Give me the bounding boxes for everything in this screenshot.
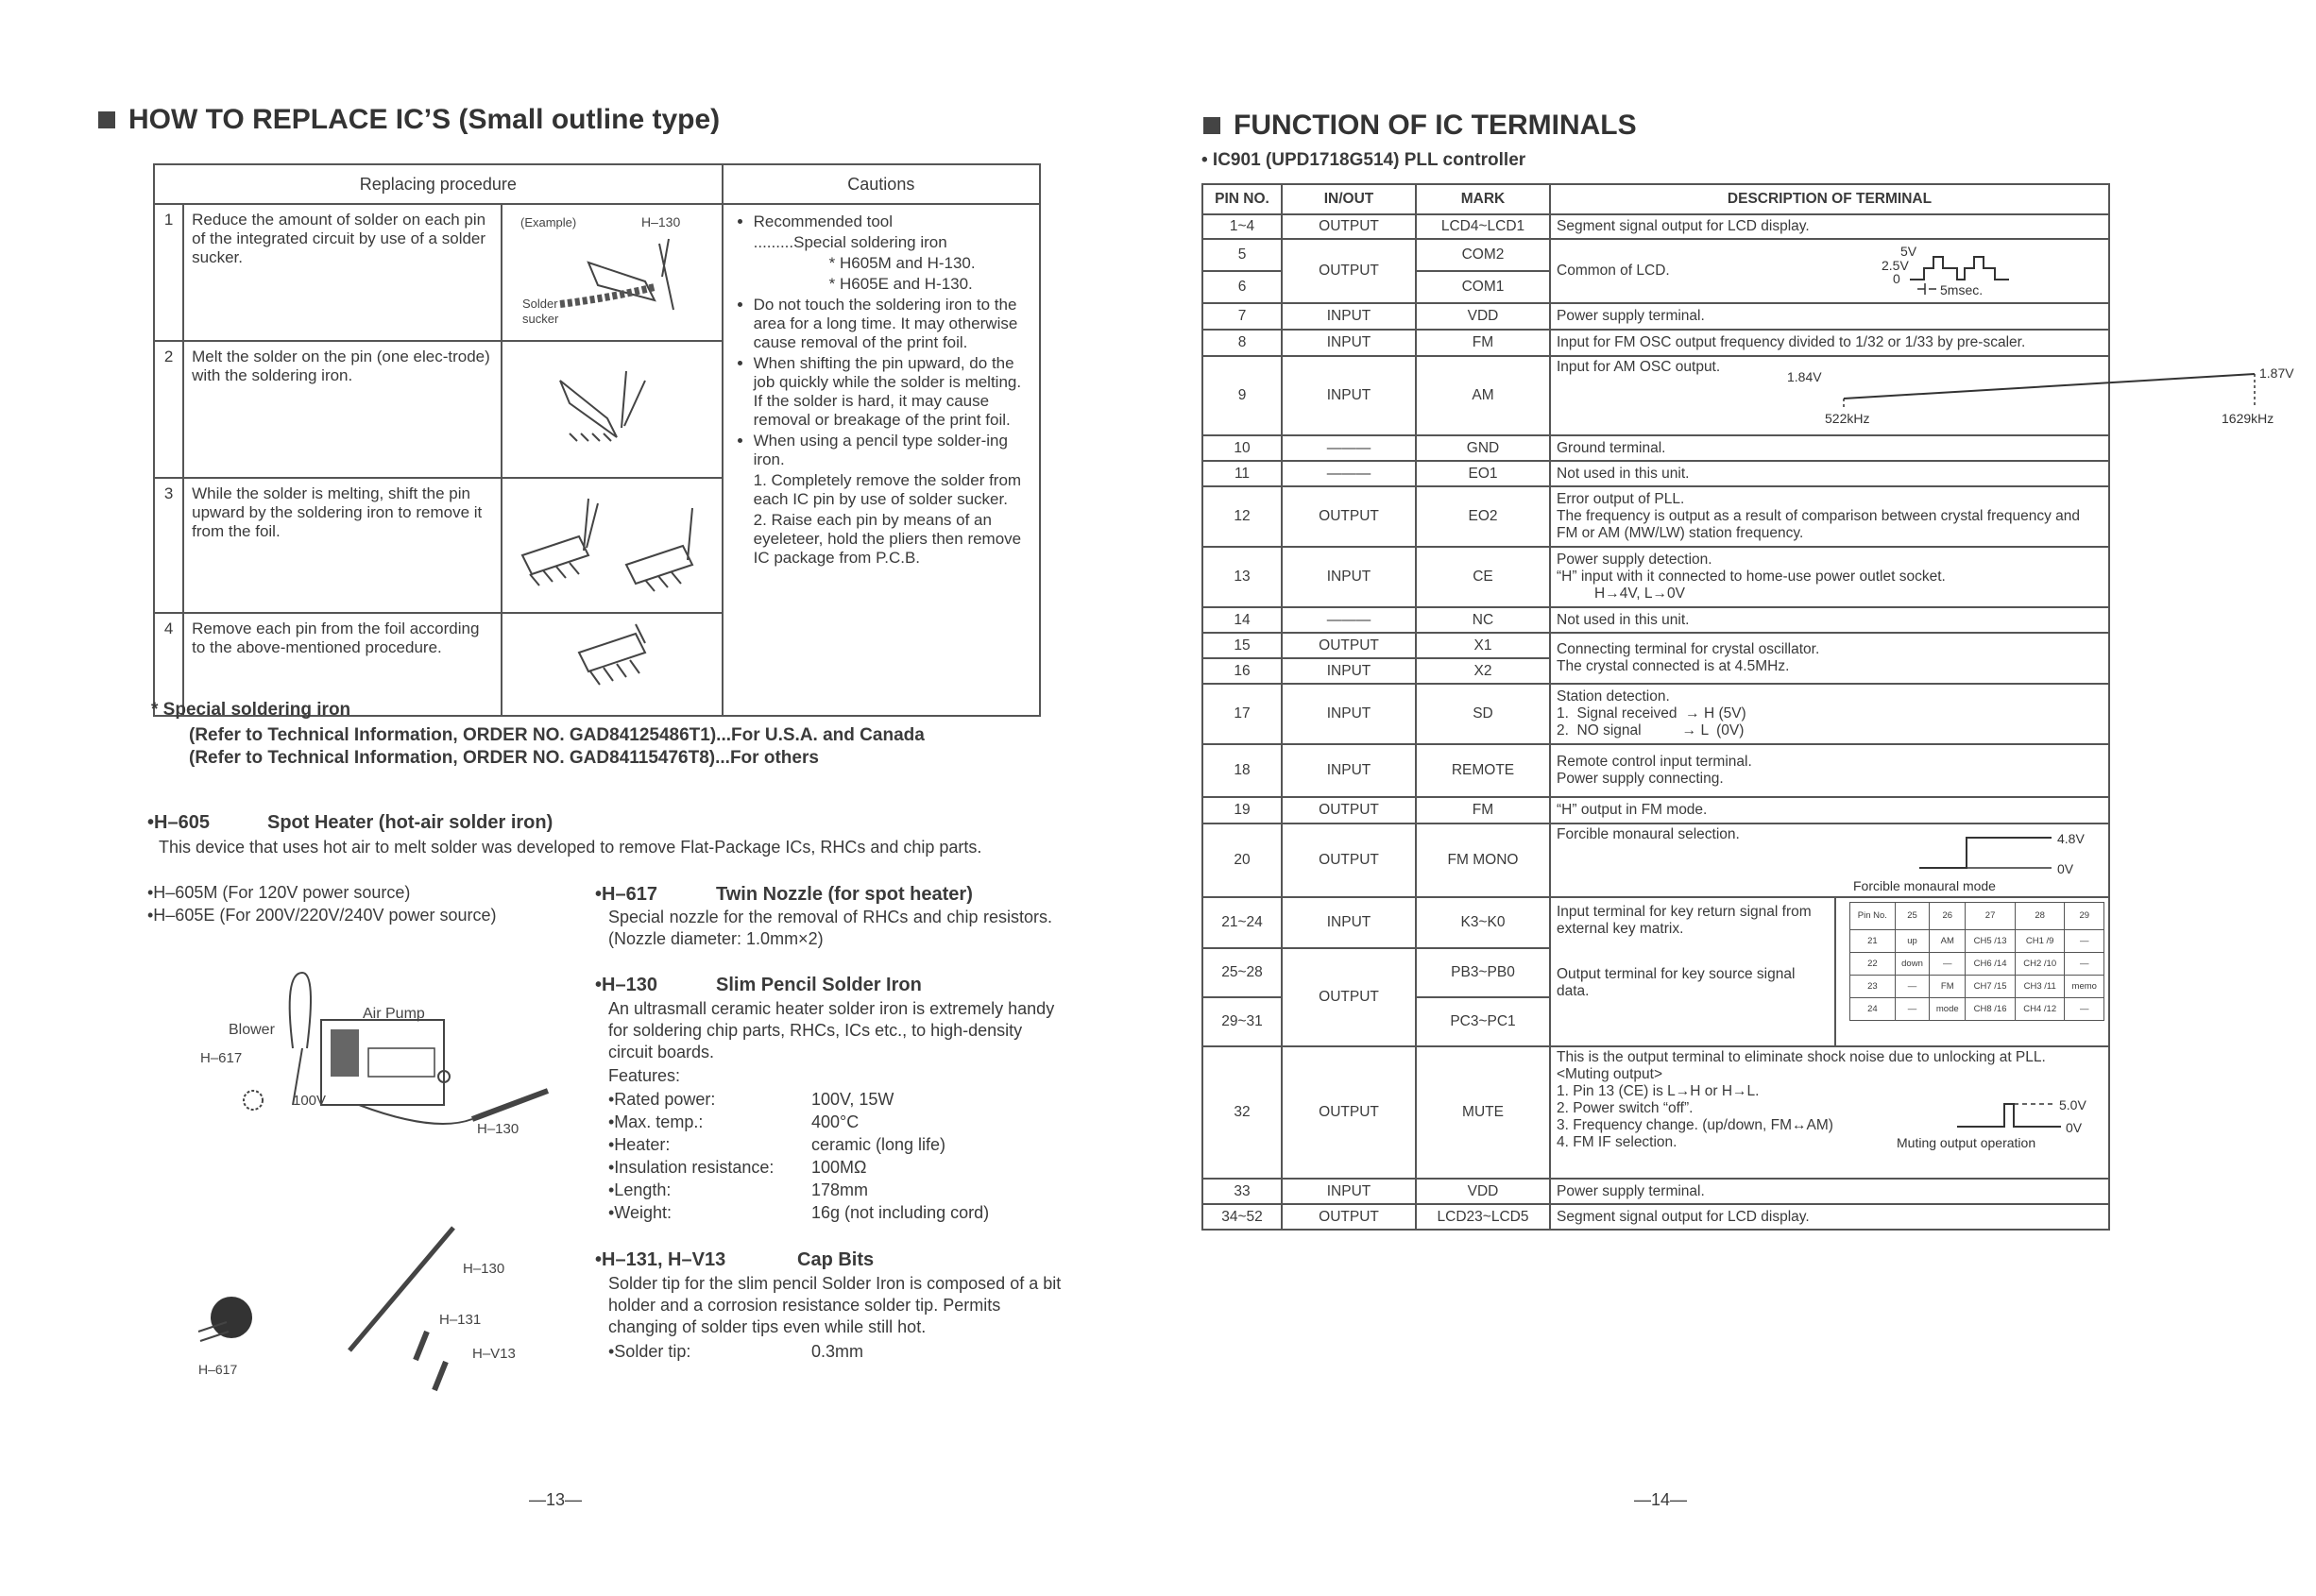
- desc: Input terminal for key return signal from external key matrix. Output terminal for key source signal data. Pin No. 25 26 27 28 29 21 up AM CH5 /13 CH1 /9 — 22 down — CH6 /14 CH2 /10 — 23 — FM CH7 /15 CH3 /11 memo 24 — mode CH8 /16 CH4 /12 —: [1550, 897, 2109, 1046]
- hv13-label: H–V13: [472, 1346, 516, 1362]
- mark: VDD: [1416, 1179, 1550, 1204]
- spec-val: 16g (not including cord): [811, 1203, 990, 1222]
- mark: NC: [1416, 607, 1550, 633]
- h605-desc: This device that uses hot air to melt solder was developed to remove Flat-Package ICs, RHCs and chip parts.: [159, 838, 982, 857]
- mark: AM: [1416, 356, 1550, 435]
- col-pin: PIN NO.: [1202, 184, 1282, 214]
- left-heading: HOW TO REPLACE IC’S (Small outline type): [98, 104, 720, 136]
- mark: LCD4~LCD1: [1416, 214, 1550, 239]
- svg-text:0V: 0V: [2057, 861, 2074, 876]
- mark: VDD: [1416, 303, 1550, 330]
- h131-name: Cap Bits: [797, 1249, 875, 1270]
- mark: MUTE: [1416, 1046, 1550, 1179]
- pin: 1~4: [1202, 214, 1282, 239]
- heading-bullet-icon: [98, 111, 115, 128]
- heading-bullet-icon: [1203, 117, 1220, 134]
- special-line2: (Refer to Technical Information, ORDER NO. GAD84115476T8)...For others: [189, 748, 819, 768]
- step-num: 2: [154, 341, 183, 478]
- h130-label-2: H–130: [463, 1261, 505, 1277]
- pin: 9: [1202, 356, 1282, 435]
- col-mark: MARK: [1416, 184, 1550, 214]
- caution-item: • When shifting the pin upward, do the job quickly while the solder is melting. If the solder is hard, it may cause removal or breakage of the print foil.: [754, 354, 1030, 430]
- spec-val: ceramic (long life): [811, 1135, 946, 1154]
- spec-val: 0.3mm: [811, 1342, 864, 1361]
- mark: REMOTE: [1416, 744, 1550, 797]
- am-input-graph: [1787, 361, 2316, 434]
- caution-item: * H605M and H-130.: [828, 254, 976, 272]
- io: ———: [1282, 461, 1416, 486]
- svg-text:0: 0: [1893, 271, 1900, 286]
- io: INPUT: [1282, 356, 1416, 435]
- spec-key: •Weight:: [608, 1203, 672, 1222]
- mark: EO1: [1416, 461, 1550, 486]
- desc: “H” output in FM mode.: [1550, 797, 2109, 823]
- mark: COM2: [1416, 239, 1550, 271]
- svg-text:1.87V: 1.87V: [2259, 365, 2294, 381]
- svg-text:1629kHz: 1629kHz: [2222, 411, 2274, 426]
- caution-item: 2. Raise each pin by means of an eyeleteer, hold the pliers then remove IC package from P.C.B.: [753, 511, 1022, 567]
- spec-val: 100MΩ: [811, 1158, 867, 1177]
- h605-code: •H–605: [147, 812, 210, 833]
- io: INPUT: [1282, 744, 1416, 797]
- svg-text:1.84V: 1.84V: [1787, 369, 1822, 384]
- desc: Power supply terminal.: [1550, 1179, 2109, 1204]
- key-matrix-table: Pin No. 25 26 27 28 29 21 up AM CH5 /13 CH1 /9 — 22 down — CH6 /14 CH2 /10 — 23 — FM CH7 /15 CH3 /11 memo 24 — mode CH8 /16 CH4 /12 —: [1849, 902, 2104, 1021]
- equipment-illustration: [189, 954, 586, 1407]
- right-heading: FUNCTION OF IC TERMINALS: [1203, 110, 1637, 142]
- desc: Connecting terminal for crystal oscillator. The crystal connected is at 4.5MHz.: [1550, 633, 2109, 684]
- h605-name: Spot Heater (hot-air solder iron): [267, 812, 553, 833]
- spec-key: •Insulation resistance:: [608, 1158, 775, 1177]
- mark: FM: [1416, 330, 1550, 356]
- io: INPUT: [1282, 684, 1416, 744]
- io: OUTPUT: [1282, 797, 1416, 823]
- io: OUTPUT: [1282, 948, 1416, 1046]
- caution-item: 1. Completely remove the solder from each IC pin by use of solder sucker.: [753, 471, 1022, 508]
- h130-name: Slim Pencil Solder Iron: [716, 975, 922, 995]
- step-text: Melt the solder on the pin (one elec-trode) with the soldering iron.: [183, 341, 501, 478]
- h130-desc: An ultrasmall ceramic heater solder iron is extremely handy for soldering chip parts, RHCs, ICs etc., to high-density circuit boards.: [608, 999, 1055, 1061]
- right-subheading: • IC901 (UPD1718G514) PLL controller: [1201, 150, 1526, 170]
- io: INPUT: [1282, 897, 1416, 948]
- desc: Input for FM OSC output frequency divided to 1/32 or 1/33 by pre-scaler.: [1550, 330, 2109, 356]
- spec-val: 400°C: [811, 1112, 860, 1131]
- mark: EO2: [1416, 486, 1550, 547]
- desc: Power supply detection. “H” input with it connected to home-use power outlet socket. H→4V, L→0V: [1550, 547, 2109, 607]
- pin: 6: [1202, 271, 1282, 303]
- mono-waveform: [1834, 826, 2118, 896]
- io: OUTPUT: [1282, 1046, 1416, 1179]
- cautions-cell: [723, 204, 1040, 716]
- svg-text:522kHz: 522kHz: [1825, 411, 1870, 426]
- svg-text:4.8V: 4.8V: [2057, 831, 2085, 846]
- mark: X1: [1416, 633, 1550, 658]
- mark: LCD23~LCD5: [1416, 1204, 1550, 1230]
- step-illustration: [502, 613, 723, 716]
- caution-item: * H605E and H-130.: [828, 275, 973, 293]
- step-num: 3: [154, 478, 183, 613]
- col-io: IN/OUT: [1282, 184, 1416, 214]
- io: ———: [1282, 435, 1416, 461]
- h130-features: Features:: [608, 1066, 681, 1085]
- h131-code: •H–131, H–V13: [595, 1249, 726, 1270]
- h605m: •H–605M (For 120V power source): [147, 883, 411, 902]
- desc: Segment signal output for LCD display.: [1550, 214, 2109, 239]
- pin: 10: [1202, 435, 1282, 461]
- blower-label: Blower: [229, 1022, 275, 1038]
- io: OUTPUT: [1282, 633, 1416, 658]
- pin: 5: [1202, 239, 1282, 271]
- desc: Error output of PLL. The frequency is output as a result of comparison between crystal frequency and FM or AM (MW/LW) station frequency.: [1550, 486, 2109, 547]
- svg-text:0V: 0V: [2066, 1120, 2083, 1135]
- left-page-number: —13—: [529, 1490, 583, 1509]
- io: INPUT: [1282, 303, 1416, 330]
- mark: CE: [1416, 547, 1550, 607]
- desc: Ground terminal.: [1550, 435, 2109, 461]
- io: INPUT: [1282, 330, 1416, 356]
- mark: COM1: [1416, 271, 1550, 303]
- solder-label: Solder: [521, 297, 558, 311]
- caution-item: • When using a pencil type solder-ing iron.: [754, 432, 1030, 469]
- special-line1: (Refer to Technical Information, ORDER NO. GAD84125486T1)...For U.S.A. and Canada: [189, 725, 925, 745]
- desc: Power supply terminal.: [1550, 303, 2109, 330]
- io: OUTPUT: [1282, 214, 1416, 239]
- pin: 20: [1202, 823, 1282, 897]
- io: OUTPUT: [1282, 1204, 1416, 1230]
- h131-tip: [608, 1340, 1057, 1363]
- mark: SD: [1416, 684, 1550, 744]
- h131-desc: Solder tip for the slim pencil Solder Iron is composed of a bit holder and a corrosion resistance solder tip. Permits changing of solder tips even while still hot.: [608, 1274, 1062, 1336]
- pin: 18: [1202, 744, 1282, 797]
- io: INPUT: [1282, 658, 1416, 684]
- v100-label: 100V: [293, 1093, 327, 1109]
- step-illustration: [502, 478, 723, 613]
- desc: Not used in this unit.: [1550, 461, 2109, 486]
- lcd-waveform: [1853, 242, 2042, 302]
- h130-label-1: H–130: [477, 1121, 519, 1137]
- svg-text:Muting output operation: Muting output operation: [1897, 1135, 2036, 1150]
- caution-item: • Recommended tool: [754, 212, 1030, 231]
- pin: 13: [1202, 547, 1282, 607]
- io: INPUT: [1282, 547, 1416, 607]
- h130-label: H–130: [640, 214, 680, 229]
- pin: 16: [1202, 658, 1282, 684]
- io: OUTPUT: [1282, 239, 1416, 303]
- svg-text:Forcible monaural mode: Forcible monaural mode: [1853, 878, 1996, 893]
- pin: 34~52: [1202, 1204, 1282, 1230]
- desc: This is the output terminal to eliminate shock noise due to unlocking at PLL. <Muting output> 1. Pin 13 (CE) is L→H or H→L. 2. Power switch “off”. 3. Frequency change. (up/down, FM↔AM) 4. FM IF selection. 5.0V 0V Muting output operation: [1550, 1046, 2109, 1179]
- h130-code: •H–130: [595, 975, 657, 995]
- svg-text:5.0V: 5.0V: [2059, 1097, 2086, 1112]
- pin: 8: [1202, 330, 1282, 356]
- pin: 21~24: [1202, 897, 1282, 948]
- pin: 7: [1202, 303, 1282, 330]
- mark: X2: [1416, 658, 1550, 684]
- air-pump-label: Air Pump: [363, 1006, 425, 1022]
- pin: 25~28: [1202, 948, 1282, 997]
- step-num: 4: [154, 613, 183, 716]
- col-procedure: Replacing procedure: [154, 164, 723, 204]
- pin: 33: [1202, 1179, 1282, 1204]
- desc: Not used in this unit.: [1550, 607, 2109, 633]
- replace-procedure-table: [153, 163, 1041, 717]
- h605e: •H–605E (For 200V/220V/240V power source): [147, 906, 497, 925]
- pin: 19: [1202, 797, 1282, 823]
- spec-key: •Rated power:: [608, 1090, 716, 1109]
- mark: FM: [1416, 797, 1550, 823]
- pin: 14: [1202, 607, 1282, 633]
- spec-key: •Max. temp.:: [608, 1112, 704, 1131]
- special-title: * Special soldering iron: [151, 700, 351, 720]
- step-num: 1: [154, 204, 183, 341]
- pin: 32: [1202, 1046, 1282, 1179]
- desc: Station detection. 1. Signal received → H (5V) 2. NO signal → L (0V): [1550, 684, 2109, 744]
- sucker-label: sucker: [521, 312, 558, 326]
- h617-name: Twin Nozzle (for spot heater): [716, 884, 973, 905]
- h617-label: H–617: [200, 1050, 243, 1066]
- spec-key: •Heater:: [608, 1135, 671, 1154]
- desc: Common of LCD. 5V 2.5V 0 5msec.: [1550, 239, 2109, 303]
- right-page-number: —14—: [1634, 1490, 1688, 1509]
- h617-code: •H–617: [595, 884, 657, 905]
- caution-item: .........Special soldering iron: [753, 233, 947, 251]
- io: OUTPUT: [1282, 486, 1416, 547]
- mark: GND: [1416, 435, 1550, 461]
- mark: K3~K0: [1416, 897, 1550, 948]
- spec-val: 100V, 15W: [811, 1090, 894, 1109]
- io: OUTPUT: [1282, 823, 1416, 897]
- desc: Forcible monaural selection. 4.8V 0V Forcible monaural mode: [1550, 823, 2109, 897]
- step-text: Remove each pin from the foil according to the above-mentioned procedure.: [183, 613, 501, 716]
- h130-spec-list: [608, 1088, 1057, 1224]
- mark: PB3~PB0: [1416, 948, 1550, 997]
- col-desc: DESCRIPTION OF TERMINAL: [1550, 184, 2109, 214]
- desc: Remote control input terminal. Power supply connecting.: [1550, 744, 2109, 797]
- spec-key: •Solder tip:: [608, 1342, 691, 1361]
- h617-label-2: H–617: [198, 1362, 238, 1377]
- desc: Input for AM OSC output. 1.84V 1.87V 522kHz 1629kHz: [1550, 356, 2109, 435]
- spec-key: •Length:: [608, 1180, 672, 1199]
- desc: Segment signal output for LCD display.: [1550, 1204, 2109, 1230]
- pin: 11: [1202, 461, 1282, 486]
- col-cautions: Cautions: [723, 164, 1040, 204]
- io: ———: [1282, 607, 1416, 633]
- spec-val: 178mm: [811, 1180, 869, 1199]
- step-illustration: [502, 204, 723, 341]
- svg-text:5msec.: 5msec.: [1940, 282, 1984, 297]
- pin: 29~31: [1202, 997, 1282, 1046]
- pin: 12: [1202, 486, 1282, 547]
- h617-desc: Special nozzle for the removal of RHCs and chip resistors. (Nozzle diameter: 1.0mm×2): [608, 908, 1052, 948]
- mute-waveform: [1891, 1085, 2118, 1170]
- caution-item: • Do not touch the soldering iron to the area for a long time. It may otherwise cause removal of the print foil.: [754, 296, 1030, 352]
- svg-text:2.5V: 2.5V: [1882, 258, 1909, 273]
- mark: PC3~PC1: [1416, 997, 1550, 1046]
- svg-text:5V: 5V: [1900, 244, 1917, 259]
- step-text: While the solder is melting, shift the pin upward by the soldering iron to remove it from the foil.: [183, 478, 501, 613]
- pin: 17: [1202, 684, 1282, 744]
- pin: 15: [1202, 633, 1282, 658]
- mark: FM MONO: [1416, 823, 1550, 897]
- step-text: Reduce the amount of solder on each pin of the integrated circuit by use of a solder sucker.: [183, 204, 501, 341]
- ic-terminal-table: [1201, 183, 2294, 1231]
- h131-label: H–131: [439, 1312, 482, 1328]
- step-illustration: [502, 341, 723, 478]
- example-label: (Example): [519, 215, 576, 229]
- io: INPUT: [1282, 1179, 1416, 1204]
